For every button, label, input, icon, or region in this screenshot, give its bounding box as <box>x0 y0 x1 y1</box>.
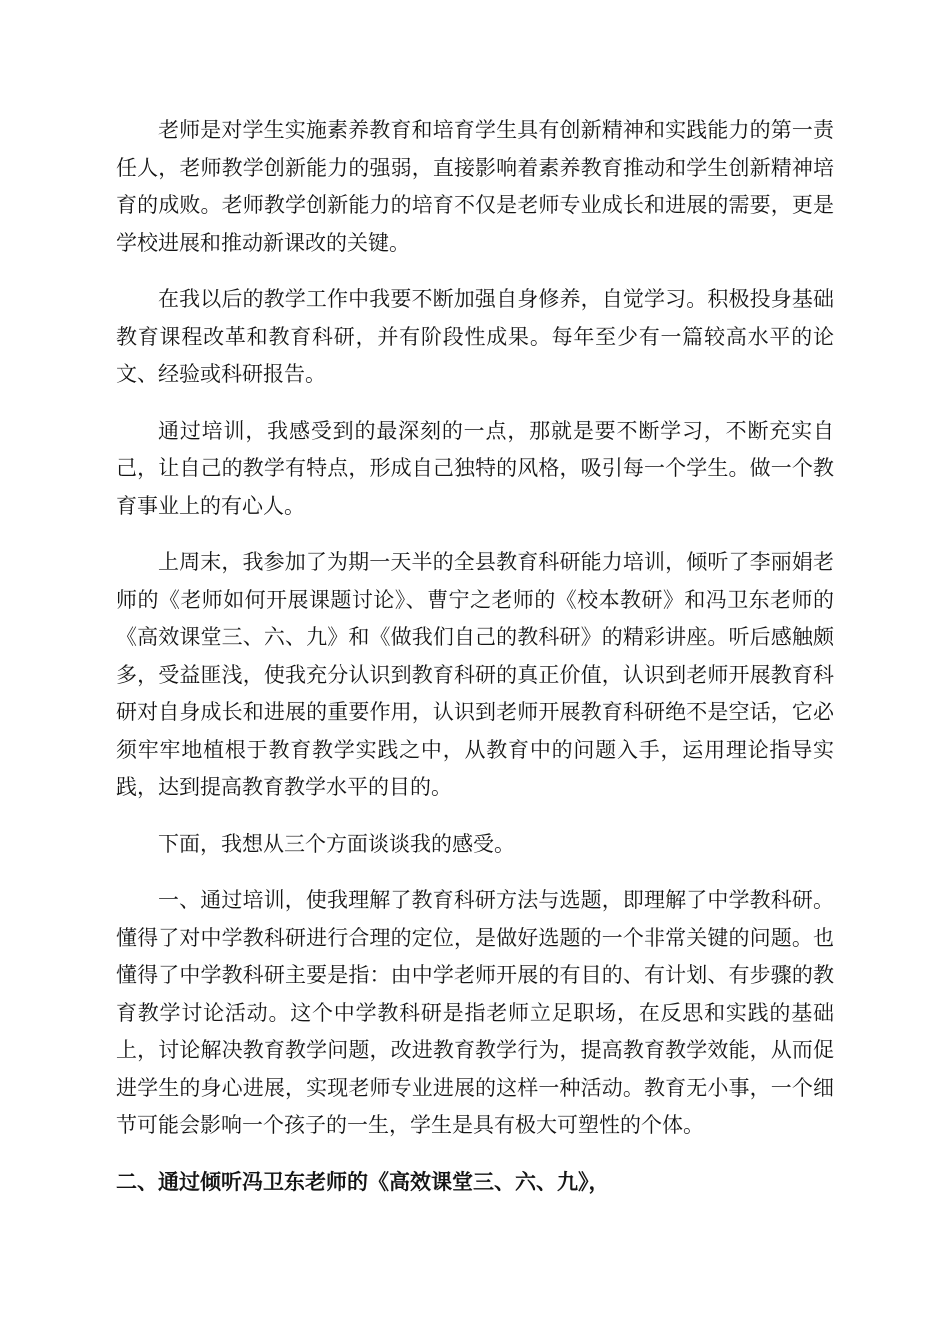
paragraph-4: 上周末，我参加了为期一天半的全县教育科研能力培训，倾听了李丽娟老师的《老师如何开展课题讨论》、曹宁之老师的《校本教研》和冯卫东老师的《高效课堂三、六、九》和《做我们自己的教科研》的精彩讲座。听后感触颇多，受益匪浅，使我充分认识到教育科研的真正价值，认识到老师开展教育科研对自身成长和进展的重要作用，认识到老师开展教育科研绝不是空话，它必须牢牢地植根于教育教学实践之中，从教育中的问题入手，运用理论指导实践，达到提高教育教学水平的目的。 <box>116 550 834 799</box>
section-heading: 二、通过倾听冯卫东老师的《高效课堂三、六、九》， <box>116 1169 610 1194</box>
paragraph-6: 一、通过培训，使我理解了教育科研方法与选题，即理解了中学教科研。懂得了对中学教科研进行合理的定位，是做好选题的一个非常关键的问题。也懂得了中学教科研主要是指：由中学老师开展的有目的、有计划、有步骤的教育教学讨论活动。这个中学教科研是指老师立足职场，在反思和实践的基础上，讨论解决教育教学问题，改进教育教学行为，提高教育教学效能，从而促进学生的身心进展，实现老师专业进展的这样一种活动。教育无小事，一个细节可能会影响一个孩子的一生，学生是具有极大可塑性的个体。 <box>116 888 834 1137</box>
paragraph-3: 通过培训，我感受到的最深刻的一点，那就是要不断学习，不断充实自己，让自己的教学有特点，形成自己独特的风格，吸引每一个学生。做一个教育事业上的有心人。 <box>116 418 834 518</box>
document-page <box>116 112 834 1220</box>
paragraph-1: 老师是对学生实施素养教育和培育学生具有创新精神和实践能力的第一责任人，老师教学创新能力的强弱，直接影响着素养教育推动和学生创新精神培育的成败。老师教学创新能力的培育不仅是老师专业成长和进展的需要，更是学校进展和推动新课改的关键。 <box>116 118 834 255</box>
paragraph-5: 下面，我想从三个方面谈谈我的感受。 <box>158 831 515 856</box>
paragraph-2: 在我以后的教学工作中我要不断加强自身修养，自觉学习。积极投身基础教育课程改革和教育科研，并有阶段性成果。每年至少有一篇较高水平的论文、经验或科研报告。 <box>116 287 834 386</box>
